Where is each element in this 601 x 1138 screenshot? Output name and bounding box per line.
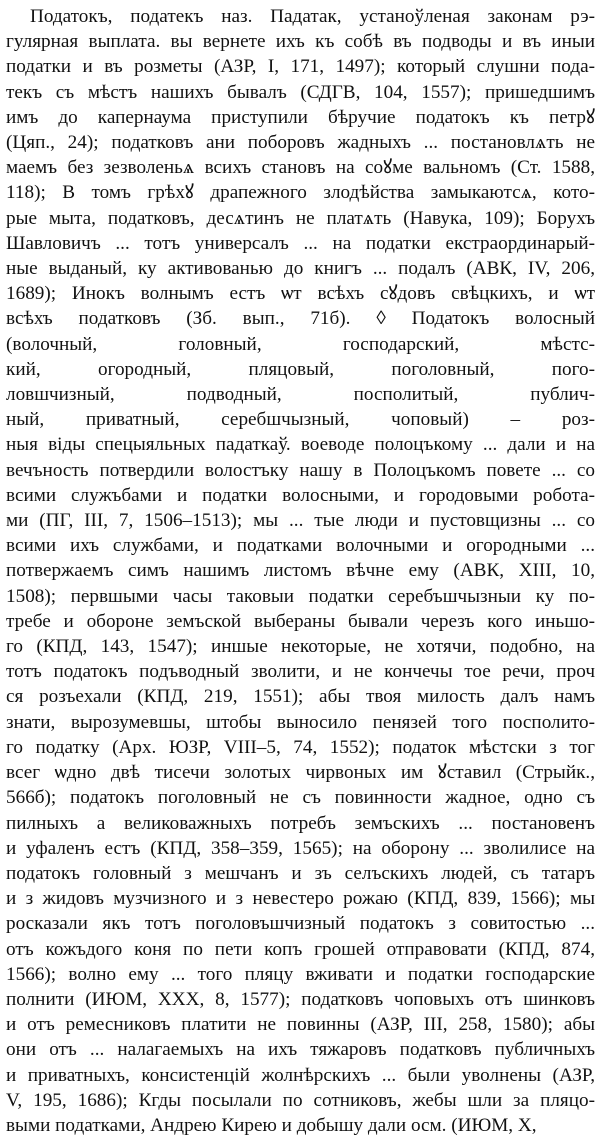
- entry-text-line: Шавловичъ ... тотъ универсалъ ... на податки екстраординарый-: [6, 232, 595, 254]
- entry-text-line: полнити (ИЮМ, XXX, 8, 1577); податковъ чоповыхъ отъ шинковъ: [6, 988, 595, 1010]
- entry-text-line: Податокъ, податекъ наз. Падатак, устаноўленая законам рэ-: [30, 6, 595, 27]
- entry-text-line: 566б); податокъ поголовный не съ повинности жадное, одно съ: [6, 787, 595, 809]
- entry-text-line: всег ѡдно двѣ тисечи золотых чирвоных им ꙋставил (Стрыйк.,: [6, 762, 595, 784]
- entry-text-line: V, 195, 1686); Кгды посылали по сотниковъ, жебы шли за пляцо-: [6, 1089, 595, 1111]
- entry-text-line: текъ съ мѣстъ нашихъ бывалъ (СДГВ, 104, 1557); пришедшимъ: [6, 81, 595, 103]
- entry-text-line: вечъность потвердили волостъку нашу в Полоцъкомъ повете ... со: [6, 459, 595, 481]
- entry-text-line: (Цяп., 24); податковъ ани поборовъ жадныхъ ... постановлѧть не: [6, 132, 595, 154]
- entry-text-line: выми податками, Андрею Кирею и добышу дали осм. (ИЮМ, X,: [6, 1114, 537, 1136]
- entry-text-line: они отъ ... налагаемыхъ на ихъ тяжаровъ податковъ публичныхъ: [6, 1039, 595, 1061]
- entry-text-line: и уфаленъ естъ (КПД, 358–359, 1565); на оборону ... зволилисе на: [6, 837, 595, 859]
- entry-text-line: ные выданый, ку активованью до книгъ ... подалъ (АВК, IV, 206,: [6, 258, 595, 280]
- entry-text-line: го (КПД, 143, 1547); иншые некоторые, не хотячи, подобно, на: [6, 636, 595, 658]
- entry-text-line: имъ до капернаума приступили бѣручие податокъ къ петрꙋ: [6, 106, 595, 128]
- entry-text-line: ныя віды спецыяльных падаткаў. воеводе полоцъкому ... дали и на: [6, 434, 595, 456]
- dictionary-entry: [6, 4, 595, 1138]
- entry-text-line: всими служъбами и податки волосными, и городовыми робота-: [6, 484, 595, 506]
- entry-text-line: знати, вырозумевшы, штобы выносило пенязей того посполито-: [6, 711, 595, 733]
- entry-text-line: кий, огородный, пляцовый, поголовный, пого-: [6, 358, 595, 380]
- entry-text-line: 118); В томъ грѣхꙋ драпежного злодѣйства замыкаютсѧ, кото-: [6, 182, 595, 204]
- entry-text-line: гулярная выплата. вы вернете ихъ къ собѣ въ подводы и въ иныи: [6, 31, 595, 53]
- entry-text-line: потвержаемъ симъ нашимъ листомъ вѣчне ему (АВК, XIII, 10,: [6, 560, 595, 582]
- entry-text-line: 1689); Инокъ волнымъ естъ ѡт всѣхъ сꙋдовъ свѣцкихъ, и ѡт: [6, 283, 595, 305]
- entry-text-line: всими ихъ службами, и податками волочными и огородными ...: [6, 535, 595, 557]
- entry-text-line: всѣхъ податковъ (Зб. вып., 71б). ◊ Податокъ волосный: [6, 308, 595, 330]
- entry-text-line: (волочный, головный, господарский, мѣстс-: [6, 333, 595, 355]
- entry-text-line: 1508); первшыми часы таковыи податки серебъшчызныи ку по-: [6, 585, 595, 607]
- entry-text-line: го податку (Арх. ЮЗР, VIII–5, 74, 1552); податок мѣстски з тог: [6, 736, 595, 758]
- entry-text-line: 1566); волно ему ... того пляцу вживати и податки господарские: [6, 963, 595, 985]
- entry-text-line: рые мыта, податковъ, десѧтинъ не платѧть (Навука, 109); Борухъ: [6, 207, 595, 229]
- entry-text-line: и з жидовъ музчизного и з невестеро рожаю (КПД, 839, 1566); мы: [6, 888, 595, 910]
- entry-text-line: ся розъехали (КПД, 219, 1551); абы твоя милость далъ намъ: [6, 686, 595, 708]
- entry-text-line: отъ кожъдого коня по пети копъ грошей отправовати (КПД, 874,: [6, 938, 595, 960]
- entry-text-line: податокъ головный з мешчанъ и зъ селъскихъ людей, съ татаръ: [6, 862, 595, 884]
- entry-text-line: росказали якъ тотъ поголовъшчизный податокъ з совитостью ...: [6, 913, 595, 935]
- entry-text-line: и приватныхъ, консистенцій жолнѣрскихъ ... были уволнены (АЗР,: [6, 1064, 595, 1086]
- entry-text-line: и отъ ремесниковъ платити не повинны (АЗР, III, 258, 1580); абы: [6, 1014, 595, 1036]
- entry-text-line: пилныхъ а великоважныхъ потребъ земъскихъ ... постановенъ: [6, 812, 595, 834]
- entry-text-line: податки и въ розметы (АЗР, I, 171, 1497); который слушни пода-: [6, 56, 595, 78]
- entry-text-line: ный, приватный, серебшчызный, чоповый) – роз-: [6, 409, 595, 431]
- entry-text-line: маемъ без зезволеньѧ всихъ становъ на соꙋме вальномъ (Ст. 1588,: [6, 157, 595, 179]
- entry-text-line: ми (ПГ, III, 7, 1506–1513); мы ... тые люди и пустовщизны ... со: [6, 510, 595, 532]
- entry-text-line: требе и обороне земъской выберaны бывали черезъ кого иньшо-: [6, 610, 595, 632]
- entry-text-line: ловшчизный, подводный, посполитый, публич-: [6, 384, 595, 406]
- entry-text-line: тотъ податокъ подъводный зволити, и не кончечы тое речи, проч: [6, 661, 595, 683]
